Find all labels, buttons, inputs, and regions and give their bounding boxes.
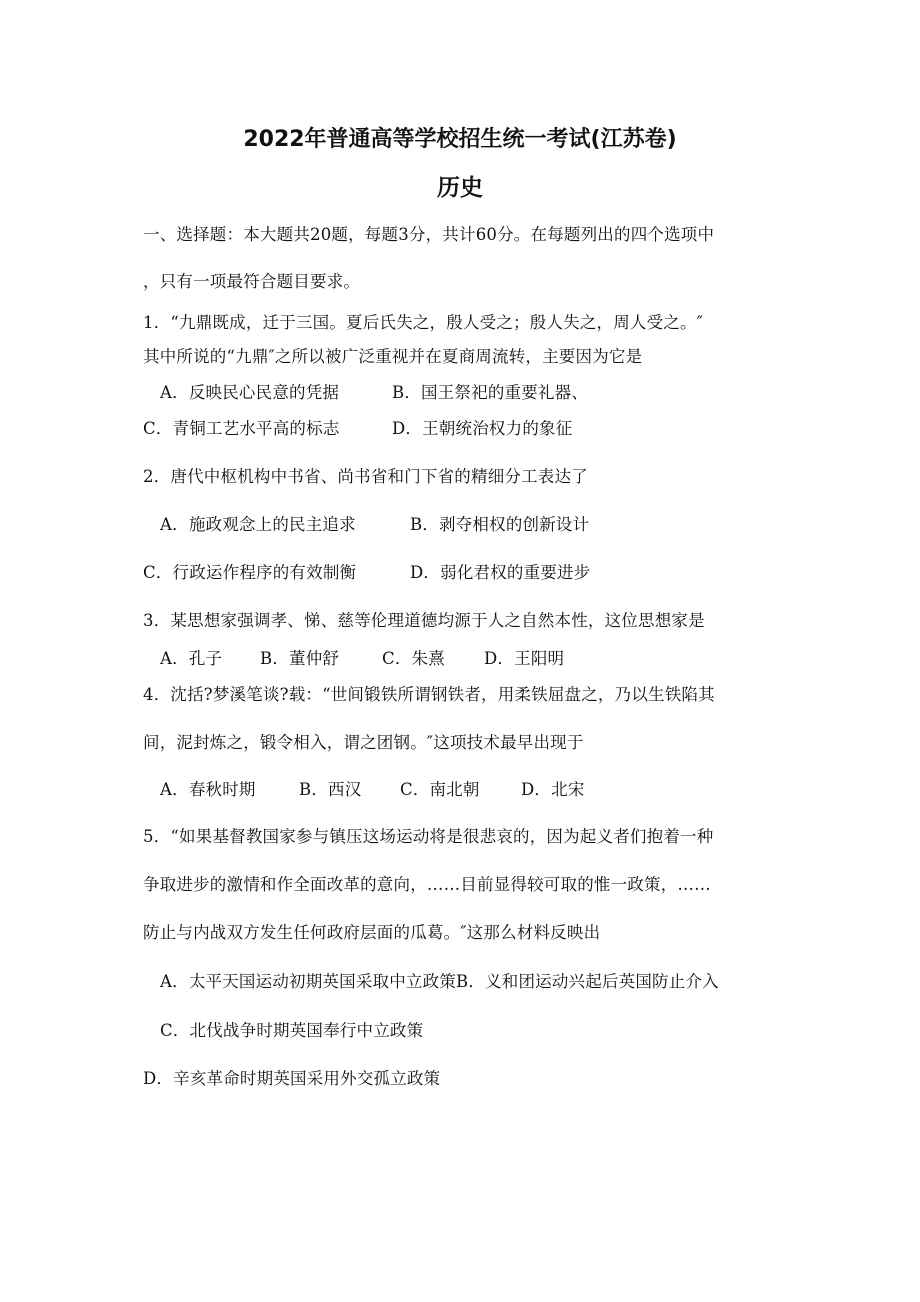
q1-option-a: A．反映民心民意的凭据	[160, 383, 340, 402]
q5-stem-line-1: 5．“如果基督教国家参与镇压这场运动将是很悲哀的，因为起义者们抱着一种	[143, 827, 714, 846]
q5-option-d: D．辛亥革命时期英国采用外交孤立政策	[143, 1069, 441, 1088]
q3-option-a: A．孔子	[160, 649, 223, 668]
q1-options-row-1	[160, 382, 588, 404]
q2-option-c: C．行政运作程序的有效制衡	[143, 563, 357, 582]
q5-option-b: B．义和团运动兴起后英国防止介入	[456, 972, 719, 991]
q5-stem-line-3: 防止与内战双方发生任何政府层面的瓜葛。″这那么材料反映出	[143, 923, 601, 942]
q2-options-row-2	[143, 562, 590, 584]
exam-subject: 历史	[437, 175, 483, 201]
q5-stem-line-2: 争取进步的激情和作全面改革的意向，……目前显得较可取的惟一政策，……	[143, 875, 711, 894]
section-intro-line-2: ，只有一项最符合题目要求。	[143, 272, 361, 291]
q4-stem-line-2: 间，泥封炼之，锻令相入，谓之团钢。″这项技术最早出现于	[143, 733, 584, 752]
q5-option-a: A．太平天国运动初期英国采取中立政策	[160, 972, 457, 991]
q3-option-c: C．朱熹	[382, 649, 445, 668]
q4-stem-line-1: 4．沈括?梦溪笔谈?载：“世间锻铁所谓钢铁者，用柔铁屈盘之，乃以生铁陷其	[143, 685, 715, 704]
q1-stem-line-1: 1．“九鼎既成，迁于三国。夏后氏失之，殷人受之；殷人失之，周人受之。″	[143, 313, 704, 332]
q4-option-c: C．南北朝	[400, 780, 480, 799]
q3-option-b: B．董仲舒	[260, 649, 340, 668]
q2-option-a: A．施政观念上的民主追求	[160, 515, 356, 534]
q1-stem-line-2: 其中所说的“九鼎″之所以被广泛重视并在夏商周流转，主要因为它是	[143, 347, 643, 366]
q3-stem-line-1: 3．某思想家强调孝、悌、慈等伦理道德均源于人之自然本性，这位思想家是	[143, 611, 705, 630]
q3-options-row	[160, 648, 564, 670]
q4-options-row	[160, 779, 585, 801]
q1-option-b: B．国王祭祀的重要礼器、	[392, 383, 589, 402]
q2-option-b: B．剥夺相权的创新设计	[410, 515, 590, 534]
q2-stem-line-1: 2．唐代中枢机构中书省、尚书省和门下省的精细分工表达了	[143, 467, 588, 486]
q2-option-d: D．弱化君权的重要进步	[410, 563, 591, 582]
q5-option-c: C．北伐战争时期英国奉行中立政策	[160, 1021, 424, 1040]
q1-option-d: D．王朝统治权力的象征	[392, 419, 573, 438]
q4-option-d: D．北宋	[521, 780, 585, 799]
q5-options-row-1	[160, 971, 719, 993]
q1-option-c: C．青铜工艺水平高的标志	[143, 419, 340, 438]
q4-option-b: B．西汉	[299, 780, 362, 799]
q2-options-row-1	[160, 514, 589, 536]
section-intro-line-1: 一、选择题：本大题共20题，每题3分，共计60分。在每题列出的四个选项中	[143, 225, 715, 244]
q4-option-a: A．春秋时期	[160, 780, 256, 799]
exam-title: 2022年普通高等学校招生统一考试(江苏卷)	[243, 127, 677, 152]
q3-option-d: D．王阳明	[484, 649, 565, 668]
q1-options-row-2	[143, 418, 572, 440]
